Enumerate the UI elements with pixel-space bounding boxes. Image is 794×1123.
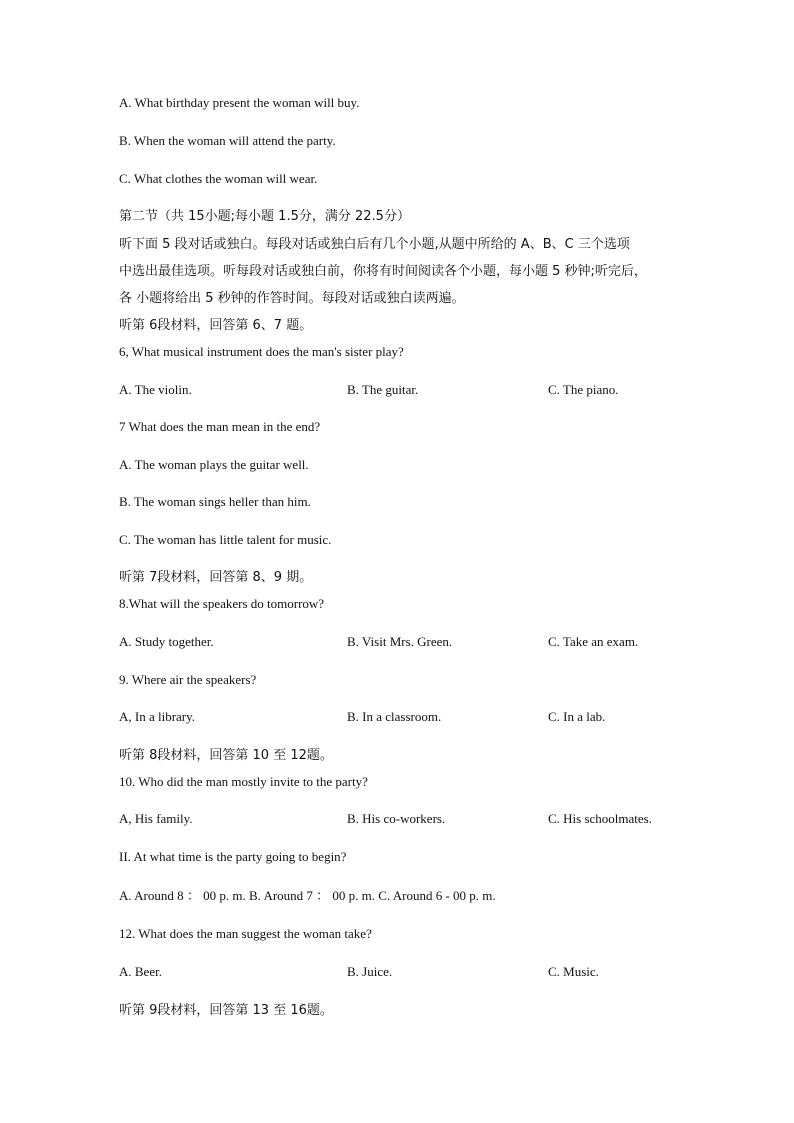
group-9-heading: 听第 9段材料，回答第 13 至 16题。 xyxy=(119,1003,333,1018)
q5-option-b: B. When the woman will attend the party. xyxy=(119,133,336,148)
q6-option-b: B. The guitar. xyxy=(347,382,419,397)
question-6-options xyxy=(119,382,679,398)
question-9: 9. Where air the speakers? xyxy=(119,672,257,687)
instruction-line-1: 听下面 5 段对话或独白。每段对话或独白后有几个小题,从题中所给的 A、B、C 三个选项 xyxy=(119,237,630,252)
q7-option-b: B. The woman sings heller than him. xyxy=(119,494,311,509)
q8-option-b: B. Visit Mrs. Green. xyxy=(347,634,453,649)
q10-option-b: B. His co-workers. xyxy=(347,811,446,826)
question-11: II. At what time is the party going to begin? xyxy=(119,849,347,864)
question-8: 8.What will the speakers do tomorrow? xyxy=(119,596,325,611)
question-7: 7 What does the man mean in the end? xyxy=(119,419,321,434)
group-7-heading: 听第 7段材料，回答第 8、9 期。 xyxy=(119,570,313,585)
q10-option-c: C. His schoolmates. xyxy=(548,811,652,826)
question-8-options xyxy=(119,634,679,650)
instruction-line-2: 中选出最佳选项。听每段对话或独白前，你将有时间阅读各个小题，每小题 5 秒钟;听完后， xyxy=(119,264,647,279)
q12-option-c: C. Music. xyxy=(548,964,599,979)
group-8-heading: 听第 8段材料，回答第 10 至 12题。 xyxy=(119,748,333,763)
q6-option-c: C. The piano. xyxy=(548,382,619,397)
instruction-line-3: 各 小题将给出 5 秒钟的作答时间。每段对话或独白读两遍。 xyxy=(119,291,465,306)
question-10: 10. Who did the man mostly invite to the party? xyxy=(119,774,368,789)
q8-option-a: A. Study together. xyxy=(119,634,214,649)
section-title: 第二节（共 15小题;每小题 1.5分，满分 22.5分） xyxy=(119,209,410,224)
q9-option-c: C. In a lab. xyxy=(548,709,606,724)
question-12-options xyxy=(119,964,679,980)
question-9-options xyxy=(119,709,679,725)
q10-option-a: A, His family. xyxy=(119,811,193,826)
group-6-heading: 听第 6段材料，回答第 6、7 题。 xyxy=(119,318,313,333)
q6-option-a: A. The violin. xyxy=(119,382,192,397)
question-6: 6, What musical instrument does the man's sister play? xyxy=(119,344,404,359)
question-11-options: A. Around 8 ： 00 p. m. B. Around 7 ： 00 p. m. C. Around 6 - 00 p. m. xyxy=(119,888,496,903)
q7-option-c: C. The woman has little talent for music. xyxy=(119,532,332,547)
q12-option-b: B. Juice. xyxy=(347,964,393,979)
q12-option-a: A. Beer. xyxy=(119,964,162,979)
question-12: 12. What does the man suggest the woman take? xyxy=(119,926,372,941)
question-10-options xyxy=(119,811,679,827)
q9-option-b: B. In a classroom. xyxy=(347,709,442,724)
q7-option-a: A. The woman plays the guitar well. xyxy=(119,457,309,472)
q9-option-a: A, In a library. xyxy=(119,709,196,724)
q5-option-a: A. What birthday present the woman will buy. xyxy=(119,95,360,110)
q5-option-c: C. What clothes the woman will wear. xyxy=(119,171,318,186)
q8-option-c: C. Take an exam. xyxy=(548,634,639,649)
